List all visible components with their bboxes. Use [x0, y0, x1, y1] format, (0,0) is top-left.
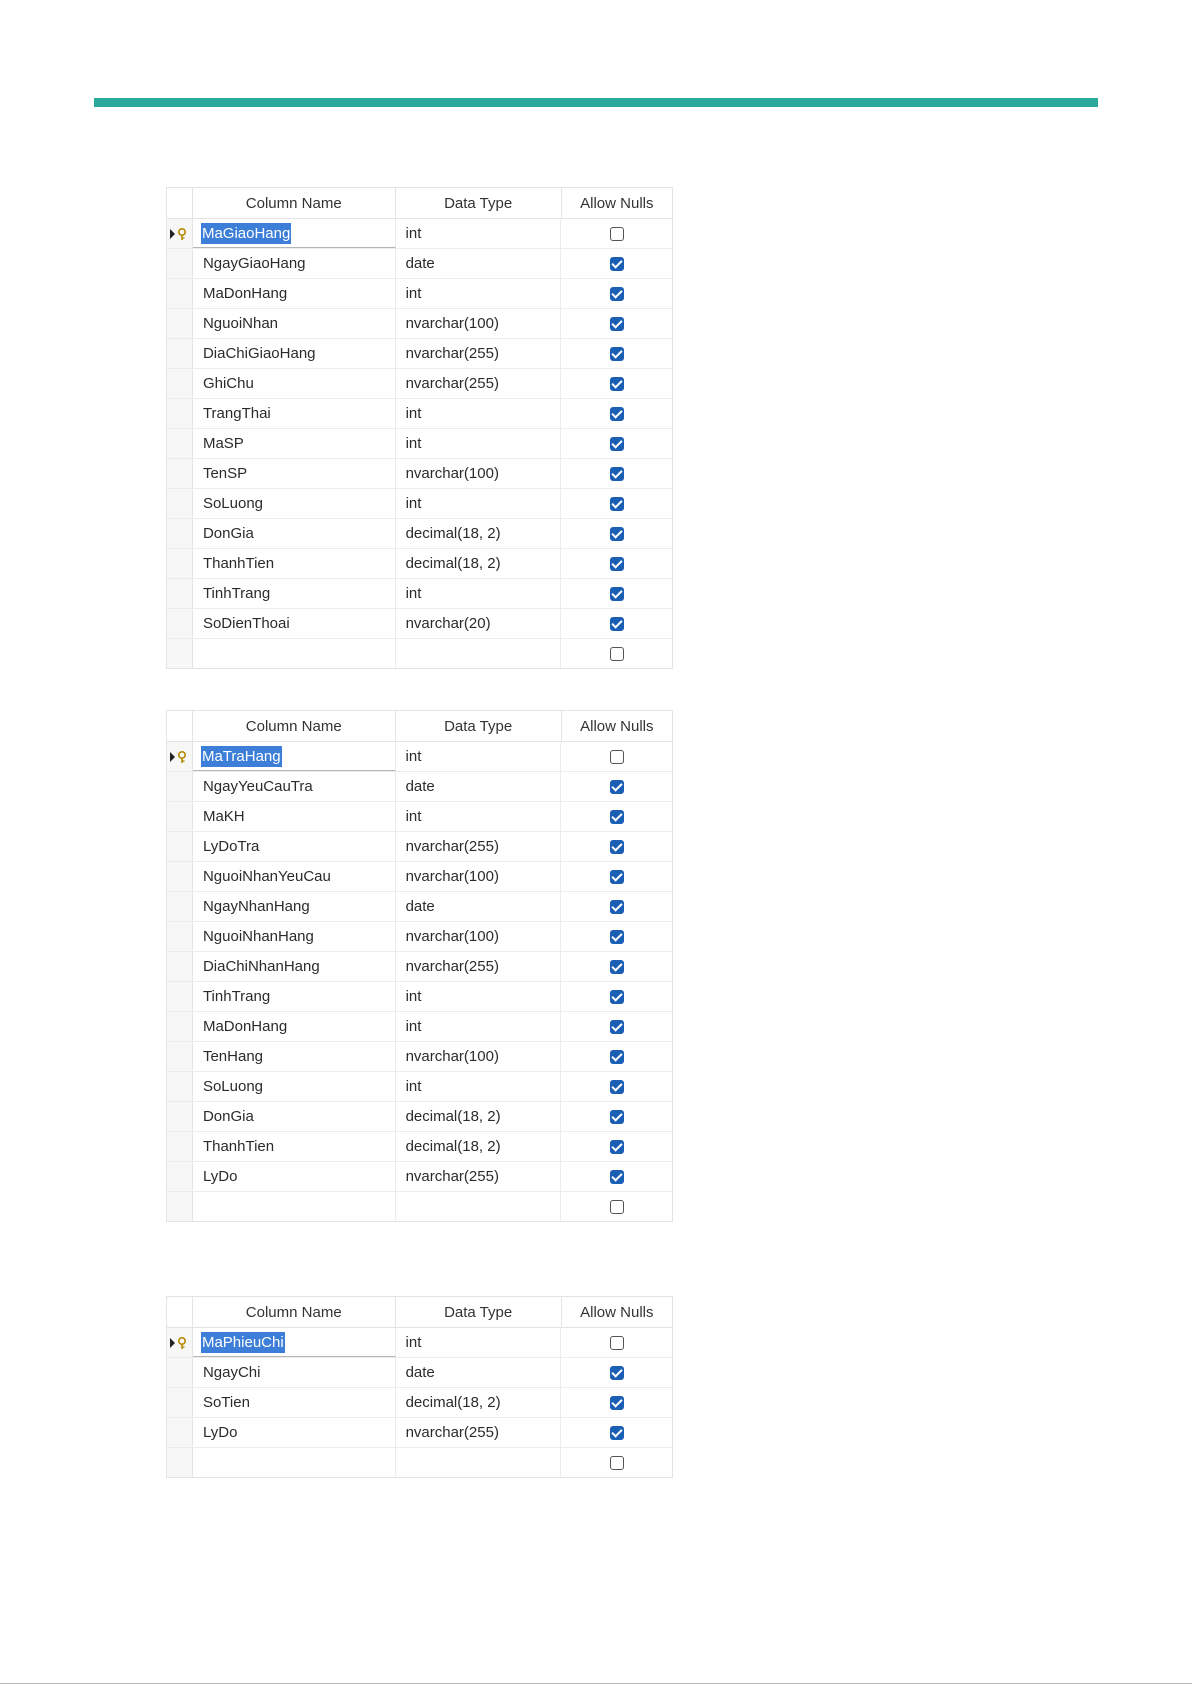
- table-row[interactable]: [167, 982, 672, 1012]
- column-name-value: MaPhieuChi: [201, 1333, 284, 1351]
- row-selector[interactable]: [167, 309, 193, 338]
- data-type-cell[interactable]: nvarchar(255): [396, 832, 562, 861]
- allow-nulls-cell: [561, 549, 672, 578]
- allow-nulls-cell: [561, 489, 672, 518]
- column-name-cell[interactable]: NguoiNhan: [193, 309, 396, 338]
- allow-nulls-checkbox[interactable]: [610, 497, 624, 511]
- allow-nulls-header[interactable]: Allow Nulls: [580, 194, 654, 212]
- data-type-cell[interactable]: nvarchar(100): [396, 922, 562, 951]
- table-row[interactable]: [167, 892, 672, 922]
- allow-nulls-cell: [561, 922, 672, 951]
- page-footer-rule: [0, 1683, 1192, 1684]
- allow-nulls-checkbox[interactable]: [610, 1110, 624, 1124]
- row-selector[interactable]: [167, 1192, 193, 1221]
- allow-nulls-checkbox[interactable]: [610, 930, 624, 944]
- column-name-cell[interactable]: [193, 742, 396, 771]
- allow-nulls-checkbox[interactable]: [610, 377, 624, 391]
- column-name-cell[interactable]: NgayYeuCauTra: [193, 772, 396, 801]
- allow-nulls-cell: [561, 832, 672, 861]
- data-type-cell[interactable]: decimal(18, 2): [396, 519, 562, 548]
- allow-nulls-checkbox[interactable]: [610, 960, 624, 974]
- table-row[interactable]: [167, 579, 672, 609]
- table-row[interactable]: [167, 772, 672, 802]
- column-name-cell[interactable]: DonGia: [193, 1102, 396, 1131]
- column-name-cell[interactable]: NguoiNhanHang: [193, 922, 396, 951]
- data-type-cell[interactable]: [396, 1448, 562, 1477]
- allow-nulls-cell: [561, 219, 672, 248]
- allow-nulls-cell: [561, 802, 672, 831]
- data-type-cell[interactable]: nvarchar(100): [396, 459, 562, 488]
- data-type-cell[interactable]: nvarchar(20): [396, 609, 562, 638]
- row-selector[interactable]: [167, 519, 193, 548]
- column-name-cell[interactable]: NgayGiaoHang: [193, 249, 396, 278]
- data-type-header[interactable]: Data Type: [396, 188, 562, 218]
- table-row[interactable]: [167, 1418, 672, 1448]
- table-row[interactable]: [167, 639, 672, 668]
- allow-nulls-checkbox[interactable]: [610, 1336, 624, 1350]
- allow-nulls-checkbox[interactable]: [610, 1050, 624, 1064]
- allow-nulls-cell: [561, 1042, 672, 1071]
- allow-nulls-checkbox[interactable]: [610, 1080, 624, 1094]
- column-name-cell[interactable]: TenHang: [193, 1042, 396, 1071]
- table-row[interactable]: [167, 609, 672, 639]
- allow-nulls-cell: [561, 772, 672, 801]
- allow-nulls-checkbox[interactable]: [610, 810, 624, 824]
- data-type-cell[interactable]: nvarchar(255): [396, 1418, 562, 1447]
- allow-nulls-cell: [561, 369, 672, 398]
- column-name-cell[interactable]: LyDo: [193, 1418, 396, 1447]
- data-type-cell[interactable]: decimal(18, 2): [396, 1102, 562, 1131]
- table-row[interactable]: [167, 219, 672, 249]
- table-designer-phieu-chi: [166, 1296, 673, 1478]
- column-name-cell[interactable]: TinhTrang: [193, 982, 396, 1011]
- allow-nulls-checkbox[interactable]: [610, 1200, 624, 1214]
- row-selector[interactable]: [167, 742, 193, 771]
- table-row[interactable]: [167, 339, 672, 369]
- row-selector[interactable]: [167, 279, 193, 308]
- allow-nulls-cell: [561, 1162, 672, 1191]
- data-type-cell[interactable]: int: [396, 982, 562, 1011]
- allow-nulls-cell: [561, 1192, 672, 1221]
- data-type-cell[interactable]: int: [396, 399, 562, 428]
- row-selector[interactable]: [167, 1012, 193, 1041]
- table-row[interactable]: [167, 549, 672, 579]
- row-selector[interactable]: [167, 1388, 193, 1417]
- top-accent-rule: [94, 98, 1098, 107]
- allow-nulls-cell: [561, 579, 672, 608]
- row-selector[interactable]: [167, 369, 193, 398]
- header-row-selector: [167, 1297, 193, 1327]
- allow-nulls-checkbox[interactable]: [610, 317, 624, 331]
- allow-nulls-checkbox[interactable]: [610, 750, 624, 764]
- data-type-header[interactable]: Data Type: [396, 711, 562, 741]
- allow-nulls-header[interactable]: Allow Nulls: [580, 1303, 654, 1321]
- allow-nulls-checkbox[interactable]: [610, 900, 624, 914]
- column-name-cell[interactable]: [193, 1448, 396, 1477]
- row-selector[interactable]: [167, 399, 193, 428]
- table-designer-tra-hang: [166, 710, 673, 1222]
- table-row[interactable]: [167, 802, 672, 832]
- column-name-cell[interactable]: NguoiNhanYeuCau: [193, 862, 396, 891]
- column-name-cell[interactable]: DiaChiNhanHang: [193, 952, 396, 981]
- column-name-cell[interactable]: SoTien: [193, 1388, 396, 1417]
- table-row[interactable]: [167, 1102, 672, 1132]
- allow-nulls-checkbox[interactable]: [610, 347, 624, 361]
- data-type-cell[interactable]: decimal(18, 2): [396, 1388, 562, 1417]
- table-row[interactable]: [167, 369, 672, 399]
- row-selector[interactable]: [167, 1132, 193, 1161]
- column-name-header[interactable]: Column Name: [193, 1297, 396, 1327]
- row-selector[interactable]: [167, 219, 193, 248]
- allow-nulls-checkbox[interactable]: [610, 587, 624, 601]
- column-name-cell[interactable]: TenSP: [193, 459, 396, 488]
- column-name-cell[interactable]: [193, 1328, 396, 1357]
- column-name-cell[interactable]: [193, 639, 396, 668]
- column-name-cell[interactable]: LyDoTra: [193, 832, 396, 861]
- row-selector[interactable]: [167, 429, 193, 458]
- data-type-cell[interactable]: int: [396, 489, 562, 518]
- allow-nulls-checkbox[interactable]: [610, 467, 624, 481]
- allow-nulls-cell: [561, 1448, 672, 1477]
- table-row[interactable]: [167, 1012, 672, 1042]
- data-type-cell[interactable]: int: [396, 1012, 562, 1041]
- allow-nulls-cell: [561, 1418, 672, 1447]
- allow-nulls-checkbox[interactable]: [610, 870, 624, 884]
- row-selector[interactable]: [167, 1042, 193, 1071]
- row-selector[interactable]: [167, 1358, 193, 1387]
- allow-nulls-checkbox[interactable]: [610, 1426, 624, 1440]
- allow-nulls-cell: [561, 1132, 672, 1161]
- row-selector[interactable]: [167, 802, 193, 831]
- table-row[interactable]: [167, 1448, 672, 1477]
- column-name-cell[interactable]: SoDienThoai: [193, 609, 396, 638]
- allow-nulls-cell: [561, 279, 672, 308]
- data-type-cell[interactable]: date: [396, 1358, 562, 1387]
- table-row[interactable]: [167, 832, 672, 862]
- table-row[interactable]: [167, 1072, 672, 1102]
- allow-nulls-cell: [561, 1328, 672, 1357]
- data-type-cell[interactable]: date: [396, 772, 562, 801]
- data-type-cell[interactable]: int: [396, 1072, 562, 1101]
- table-designer-giao-hang: [166, 187, 673, 669]
- allow-nulls-header[interactable]: Allow Nulls: [580, 717, 654, 735]
- row-selector[interactable]: [167, 339, 193, 368]
- column-name-cell[interactable]: ThanhTien: [193, 549, 396, 578]
- column-name-header[interactable]: Column Name: [193, 188, 396, 218]
- table-row[interactable]: [167, 1388, 672, 1418]
- row-selector[interactable]: [167, 1102, 193, 1131]
- table-row[interactable]: [167, 279, 672, 309]
- row-selector[interactable]: [167, 1418, 193, 1447]
- table-row[interactable]: [167, 1162, 672, 1192]
- grid-header: [167, 188, 672, 219]
- column-name-cell[interactable]: [193, 219, 396, 248]
- table-row[interactable]: [167, 922, 672, 952]
- data-type-cell[interactable]: nvarchar(100): [396, 862, 562, 891]
- column-name-cell[interactable]: SoLuong: [193, 489, 396, 518]
- allow-nulls-cell: [561, 339, 672, 368]
- data-type-cell[interactable]: [396, 1192, 562, 1221]
- row-selector[interactable]: [167, 549, 193, 578]
- table-row[interactable]: [167, 952, 672, 982]
- row-selector[interactable]: [167, 609, 193, 638]
- row-selector[interactable]: [167, 249, 193, 278]
- table-row[interactable]: [167, 862, 672, 892]
- allow-nulls-checkbox[interactable]: [610, 1366, 624, 1380]
- data-type-cell[interactable]: int: [396, 219, 562, 248]
- row-selector[interactable]: [167, 1328, 193, 1357]
- column-name-cell[interactable]: MaDonHang: [193, 279, 396, 308]
- data-type-cell[interactable]: [396, 639, 562, 668]
- allow-nulls-cell: [561, 399, 672, 428]
- allow-nulls-checkbox[interactable]: [610, 990, 624, 1004]
- allow-nulls-checkbox[interactable]: [610, 1456, 624, 1470]
- allow-nulls-cell: [561, 1072, 672, 1101]
- allow-nulls-cell: [561, 952, 672, 981]
- key-icon: [169, 750, 189, 764]
- column-name-cell[interactable]: MaDonHang: [193, 1012, 396, 1041]
- table-row[interactable]: [167, 399, 672, 429]
- data-type-header[interactable]: Data Type: [396, 1297, 562, 1327]
- allow-nulls-checkbox[interactable]: [610, 840, 624, 854]
- allow-nulls-checkbox[interactable]: [610, 527, 624, 541]
- allow-nulls-cell: [561, 862, 672, 891]
- allow-nulls-checkbox[interactable]: [610, 1396, 624, 1410]
- allow-nulls-checkbox[interactable]: [610, 1170, 624, 1184]
- header-row-selector: [167, 711, 193, 741]
- allow-nulls-checkbox[interactable]: [610, 407, 624, 421]
- data-type-cell[interactable]: nvarchar(100): [396, 1042, 562, 1071]
- column-name-cell[interactable]: NgayNhanHang: [193, 892, 396, 921]
- data-type-cell[interactable]: nvarchar(255): [396, 369, 562, 398]
- column-name-cell[interactable]: SoLuong: [193, 1072, 396, 1101]
- key-icon: [169, 227, 189, 241]
- table-row[interactable]: [167, 249, 672, 279]
- data-type-cell[interactable]: nvarchar(100): [396, 309, 562, 338]
- allow-nulls-cell: [561, 982, 672, 1011]
- row-selector[interactable]: [167, 1448, 193, 1477]
- column-name-cell[interactable]: MaKH: [193, 802, 396, 831]
- column-name-cell[interactable]: TrangThai: [193, 399, 396, 428]
- allow-nulls-cell: [561, 1358, 672, 1387]
- row-selector[interactable]: [167, 1162, 193, 1191]
- allow-nulls-cell: [561, 639, 672, 668]
- allow-nulls-checkbox[interactable]: [610, 1020, 624, 1034]
- data-type-cell[interactable]: int: [396, 429, 562, 458]
- row-selector[interactable]: [167, 489, 193, 518]
- column-name-header[interactable]: Column Name: [193, 711, 396, 741]
- table-row[interactable]: [167, 459, 672, 489]
- allow-nulls-cell: [561, 519, 672, 548]
- allow-nulls-checkbox[interactable]: [610, 1140, 624, 1154]
- row-selector[interactable]: [167, 862, 193, 891]
- column-name-cell[interactable]: TinhTrang: [193, 579, 396, 608]
- row-selector[interactable]: [167, 579, 193, 608]
- allow-nulls-checkbox[interactable]: [610, 227, 624, 241]
- table-row[interactable]: [167, 1132, 672, 1162]
- data-type-cell[interactable]: int: [396, 742, 562, 771]
- table-row[interactable]: [167, 489, 672, 519]
- allow-nulls-checkbox[interactable]: [610, 437, 624, 451]
- column-name-value: MaGiaoHang: [201, 224, 291, 242]
- table-row[interactable]: [167, 1358, 672, 1388]
- column-name-cell[interactable]: MaSP: [193, 429, 396, 458]
- table-row[interactable]: [167, 742, 672, 772]
- allow-nulls-cell: [561, 249, 672, 278]
- row-selector[interactable]: [167, 459, 193, 488]
- grid-header: [167, 711, 672, 742]
- table-row[interactable]: [167, 309, 672, 339]
- row-selector[interactable]: [167, 832, 193, 861]
- row-selector[interactable]: [167, 772, 193, 801]
- column-name-cell[interactable]: DonGia: [193, 519, 396, 548]
- allow-nulls-checkbox[interactable]: [610, 557, 624, 571]
- allow-nulls-checkbox[interactable]: [610, 647, 624, 661]
- row-selector[interactable]: [167, 892, 193, 921]
- allow-nulls-checkbox[interactable]: [610, 780, 624, 794]
- data-type-cell[interactable]: decimal(18, 2): [396, 549, 562, 578]
- header-row-selector: [167, 188, 193, 218]
- key-icon: [169, 1336, 189, 1350]
- allow-nulls-cell: [561, 609, 672, 638]
- row-selector[interactable]: [167, 982, 193, 1011]
- column-name-cell[interactable]: DiaChiGiaoHang: [193, 339, 396, 368]
- data-type-cell[interactable]: int: [396, 1328, 562, 1357]
- allow-nulls-checkbox[interactable]: [610, 257, 624, 271]
- data-type-cell[interactable]: nvarchar(255): [396, 339, 562, 368]
- column-name-value: MaTraHang: [201, 747, 281, 765]
- allow-nulls-checkbox[interactable]: [610, 287, 624, 301]
- row-selector[interactable]: [167, 922, 193, 951]
- row-selector[interactable]: [167, 639, 193, 668]
- table-row[interactable]: [167, 1042, 672, 1072]
- column-name-cell[interactable]: GhiChu: [193, 369, 396, 398]
- column-name-cell[interactable]: NgayChi: [193, 1358, 396, 1387]
- data-type-cell[interactable]: decimal(18, 2): [396, 1132, 562, 1161]
- row-selector[interactable]: [167, 952, 193, 981]
- data-type-cell[interactable]: nvarchar(255): [396, 1162, 562, 1191]
- allow-nulls-cell: [561, 309, 672, 338]
- table-row[interactable]: [167, 429, 672, 459]
- allow-nulls-cell: [561, 1012, 672, 1041]
- data-type-cell[interactable]: int: [396, 579, 562, 608]
- column-name-cell[interactable]: [193, 1192, 396, 1221]
- column-name-cell[interactable]: LyDo: [193, 1162, 396, 1191]
- table-row[interactable]: [167, 519, 672, 549]
- data-type-cell[interactable]: int: [396, 279, 562, 308]
- allow-nulls-cell: [561, 1102, 672, 1131]
- allow-nulls-cell: [561, 1388, 672, 1417]
- allow-nulls-checkbox[interactable]: [610, 617, 624, 631]
- allow-nulls-cell: [561, 459, 672, 488]
- allow-nulls-cell: [561, 892, 672, 921]
- grid-header: [167, 1297, 672, 1328]
- column-name-cell[interactable]: ThanhTien: [193, 1132, 396, 1161]
- data-type-cell[interactable]: date: [396, 249, 562, 278]
- table-row[interactable]: [167, 1328, 672, 1358]
- table-row[interactable]: [167, 1192, 672, 1221]
- row-selector[interactable]: [167, 1072, 193, 1101]
- data-type-cell[interactable]: date: [396, 892, 562, 921]
- allow-nulls-cell: [561, 742, 672, 771]
- data-type-cell[interactable]: int: [396, 802, 562, 831]
- data-type-cell[interactable]: nvarchar(255): [396, 952, 562, 981]
- allow-nulls-cell: [561, 429, 672, 458]
